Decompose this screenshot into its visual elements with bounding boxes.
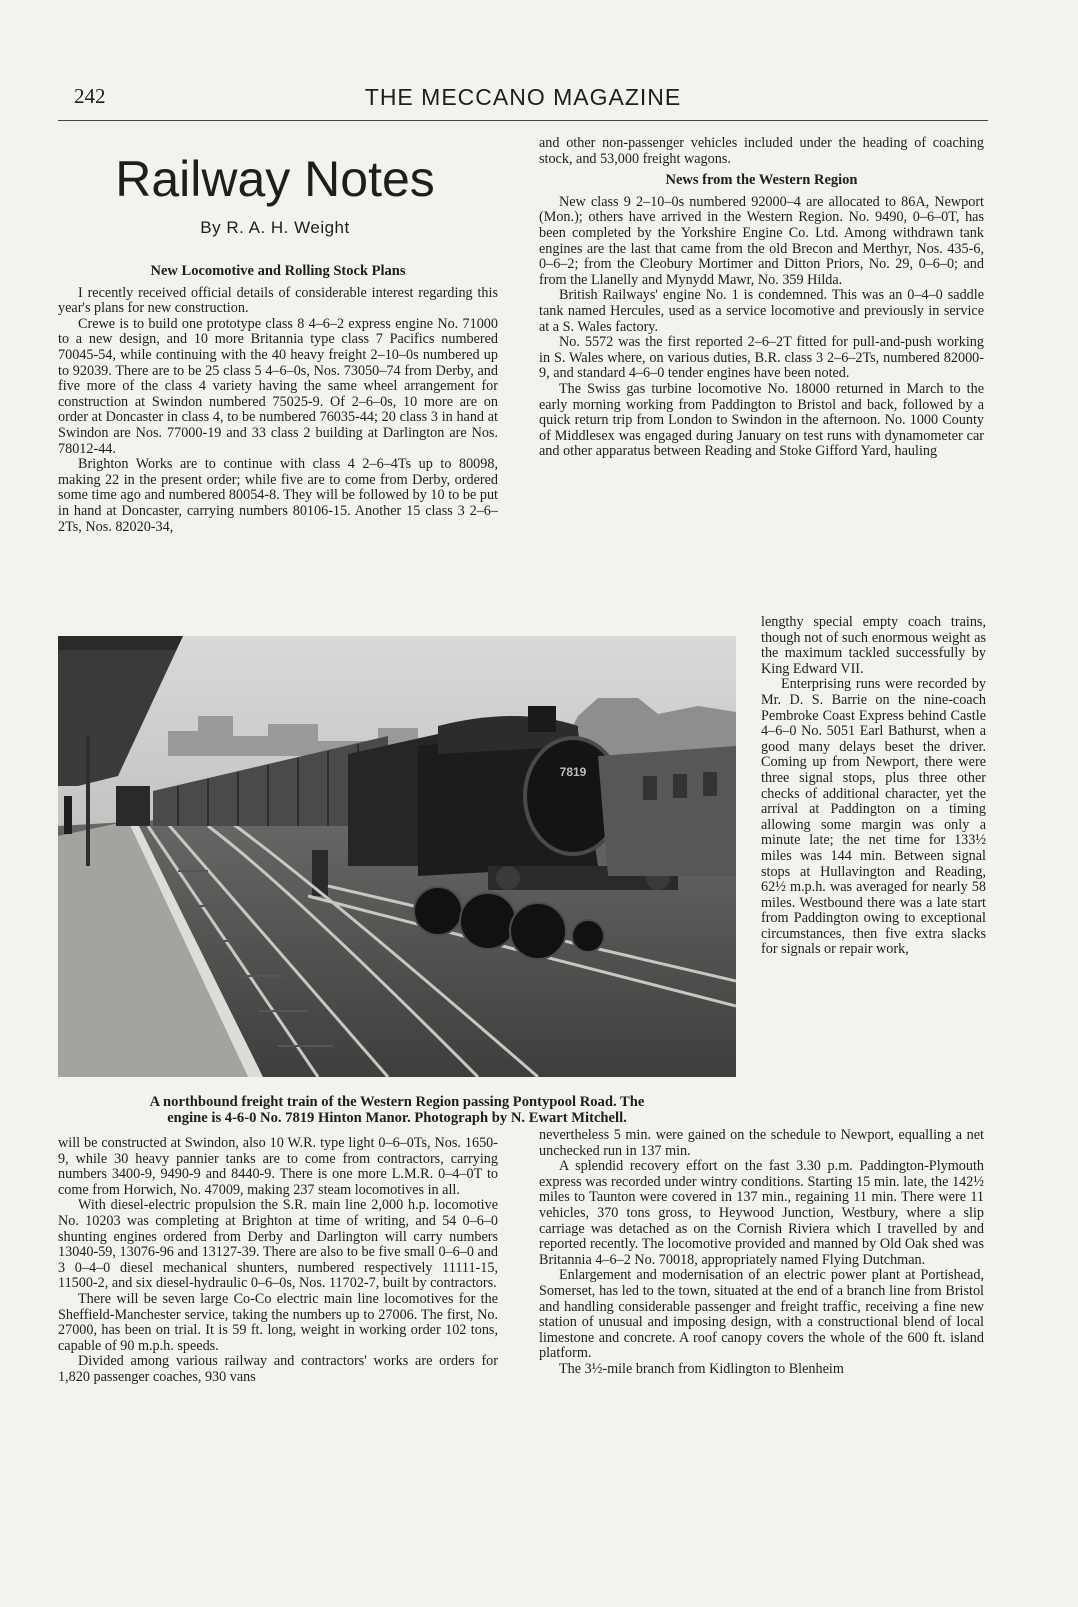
- paragraph: lengthy special empty coach trains, though not of such enormous weight as the maximum tackled successfully by King Edward VII.: [761, 614, 986, 677]
- caption-line: A northbound freight train of the Western Region passing Pontypool Road. The: [149, 1094, 645, 1110]
- paragraph: and other non-passenger vehicles included under the heading of coaching stock, and 53,000 freight wagons.: [539, 135, 984, 167]
- paragraph: The Swiss gas turbine locomotive No. 18000 returned in March to the early morning working from Paddington to Bristol and back, followed by a quick return trip from London to Swindon in the afternoon. No. 1000 County of Middlesex was engaged during January on test runs with dynamometer car and other apparatus between Reading and Stoke Gifford Yard, hauling: [539, 380, 984, 460]
- paragraph: Brighton Works are to continue with class 4 2–6–4Ts up to 80098, making 22 in the present order; while five are to come from Derby, ordered some time ago and numbered 80054-8. They will be followed by 10 to be put in hand at Doncaster, carrying numbers 80106-15. Another 15 class 3 2–6–2Ts, Nos. 82020-34,: [58, 456, 498, 535]
- article-title: Railway Notes: [115, 151, 435, 207]
- paragraph: New class 9 2–10–0s numbered 92000–4 are allocated to 86A, Newport (Mon.); others have arrived in the Western Region. No. 9490, 0–6–0T, has been completed by the Yorkshire Engine Co. Ltd. Among withdrawn tank engines are the last that came from the old Brecon and Merthyr, Nos. 435-6, 0–6–2; from the Cleobury Mortimer and Ditton Priors, No. 29, 0–6–0; and from the Llanelly and Mynydd Mawr, No. 359 Hilda.: [539, 193, 984, 288]
- smokebox-number-plate: 7819: [559, 765, 587, 779]
- section-heading-new-locomotives: New Locomotive and Rolling Stock Plans: [150, 263, 406, 279]
- paragraph: Divided among various railway and contractors' works are orders for 1,820 passenger coaches, 930 vans: [58, 1353, 498, 1385]
- section-heading-western-region: News from the Western Region: [665, 172, 858, 189]
- paragraph: British Railways' engine No. 1 is condemned. This was an 0–4–0 saddle tank named Hercules, used as a service locomotive and previously in service at a S. Wales factory.: [539, 287, 984, 335]
- magazine-title: THE MECCANO MAGAZINE: [364, 84, 682, 110]
- column-right-top: [539, 136, 984, 460]
- paragraph: will be constructed at Swindon, also 10 W.R. type light 0–6–0Ts, Nos. 1650-9, while 30 heavy pannier tanks are to come from contractors, carrying numbers 3400-9, 9490-9 and 8440-9. There is one more L.M.R. 0–4–0T to come from Horwich, No. 47009, making 237 steam locomotives in all.: [58, 1135, 498, 1198]
- paragraph: There will be seven large Co-Co electric main line locomotives for the Sheffield-Manchester service, taking the numbers up to 27006. The first, No. 27000, has been on trial. It is 59 ft. long, weight in working order 102 tons, capable of 90 m.p.h. speeds.: [58, 1290, 498, 1354]
- paragraph: A splendid recovery effort on the fast 3.30 p.m. Paddington-Plymouth express was recorded under wintry conditions. Starting 15 min. late, the 142½ miles to Taunton were covered in 137 min., regaining 11 min. There were 11 vehicles, 370 tons gross, to Heywood Junction, Westbury, where a slip carriage was detached as on the Cornish Riviera which I travelled by and reported recently. The locomotive provided and manned by Old Oak shed was Britannia 4–6–2 No. 70018, appropriately named Flying Dutchman.: [539, 1158, 984, 1268]
- paragraph: The 3½-mile branch from Kidlington to Blenheim: [559, 1360, 844, 1377]
- column-right-bottom: [539, 1128, 984, 1378]
- paragraph: Enlargement and modernisation of an electric power plant at Portishead, Somerset, has led to the town, situated at the end of a branch line from Bristol and handling considerable passenger and freight traffic, receiving a fine new station of unusual and imposing design, with a constructional blend of local limestone and concrete. A roof canopy covers the whole of the 600 ft. island platform.: [539, 1267, 984, 1362]
- photo-illustration: [58, 636, 736, 1077]
- column-left-bottom: [58, 1136, 498, 1386]
- photo-caption: [42, 1094, 752, 1126]
- paragraph: nevertheless 5 min. were gained on the schedule to Newport, equalling a net unchecked run in 137 min.: [539, 1127, 984, 1159]
- caption-line: engine is 4-6-0 No. 7819 Hinton Manor. Photograph by N. Ewart Mitchell.: [167, 1110, 627, 1126]
- paragraph: No. 5572 was the first reported 2–6–2T fitted for pull-and-push working in S. Wales where, on various duties, B.R. class 3 2–6–2Ts, numbered 82000-9, and standard 4–6–0 tender engines have been noted.: [539, 334, 984, 382]
- column-narrow-beside-photo: [761, 615, 986, 958]
- paragraph: I recently received official details of considerable interest regarding this year's plans for new construction.: [58, 284, 498, 317]
- column-left-top: [58, 258, 498, 535]
- paragraph: With diesel-electric propulsion the S.R. main line 2,000 h.p. locomotive No. 10203 was completing at Brighton at time of writing, and 54 0–6–0 shunting engines ordered from Derby and Darlington will carry numbers 13040-59, 13076-96 and 13127-39. There are also to be five small 0–6–0 and 3 0–4–0 diesel mechanical shunters, numbered respectively 11111-15, 11500-2, and six diesel-hydraulic 0–6–0s, Nos. 11702-7, built by contractors.: [58, 1197, 498, 1292]
- paragraph: Crewe is to build one prototype class 8 4–6–2 express engine No. 71000 to a new design, and 10 more Britannia type class 7 Pacifics numbered 70045-54, while continuing with the 40 heavy freight 2–10–0s numbered up to 92039. There are to be 25 class 5 4–6–0s, Nos. 73050–74 from Derby, and five more of the class 4 variety having the same wheel arrangement for construction at Swindon numbered 75025-9. Of 2–6–0s, 10 more are on order at Doncaster in class 4, to be numbered 76035-44; 20 class 3 in hand at Swindon are Nos. 77000-19 and 33 class 2 building at Darlington are Nos. 78012-44.: [58, 315, 498, 457]
- paragraph: Enterprising runs were recorded by Mr. D. S. Barrie on the nine-coach Pembroke Coast Express behind Castle 4–6–0 No. 5051 Earl Bathurst, when a good many delays beset the driver. Coming up from Newport, there were three signal stops, plus three other checks of additional character, yet the arrival at Paddington on a timing allowing some margin was only a minute late; the net time for 133½ miles was 144 min. Between signal stops at Hullavington and Reading, 62½ m.p.h. was averaged for nearly 58 miles. Westbound there was a late start from Paddington owing to exceptional circumstances, then five extra slacks for signals or repair work,: [761, 676, 986, 958]
- page-header: [58, 84, 988, 121]
- page-number: 242: [74, 84, 106, 108]
- locomotive-photograph: [58, 636, 736, 1077]
- article-byline: By R. A. H. Weight: [200, 218, 350, 237]
